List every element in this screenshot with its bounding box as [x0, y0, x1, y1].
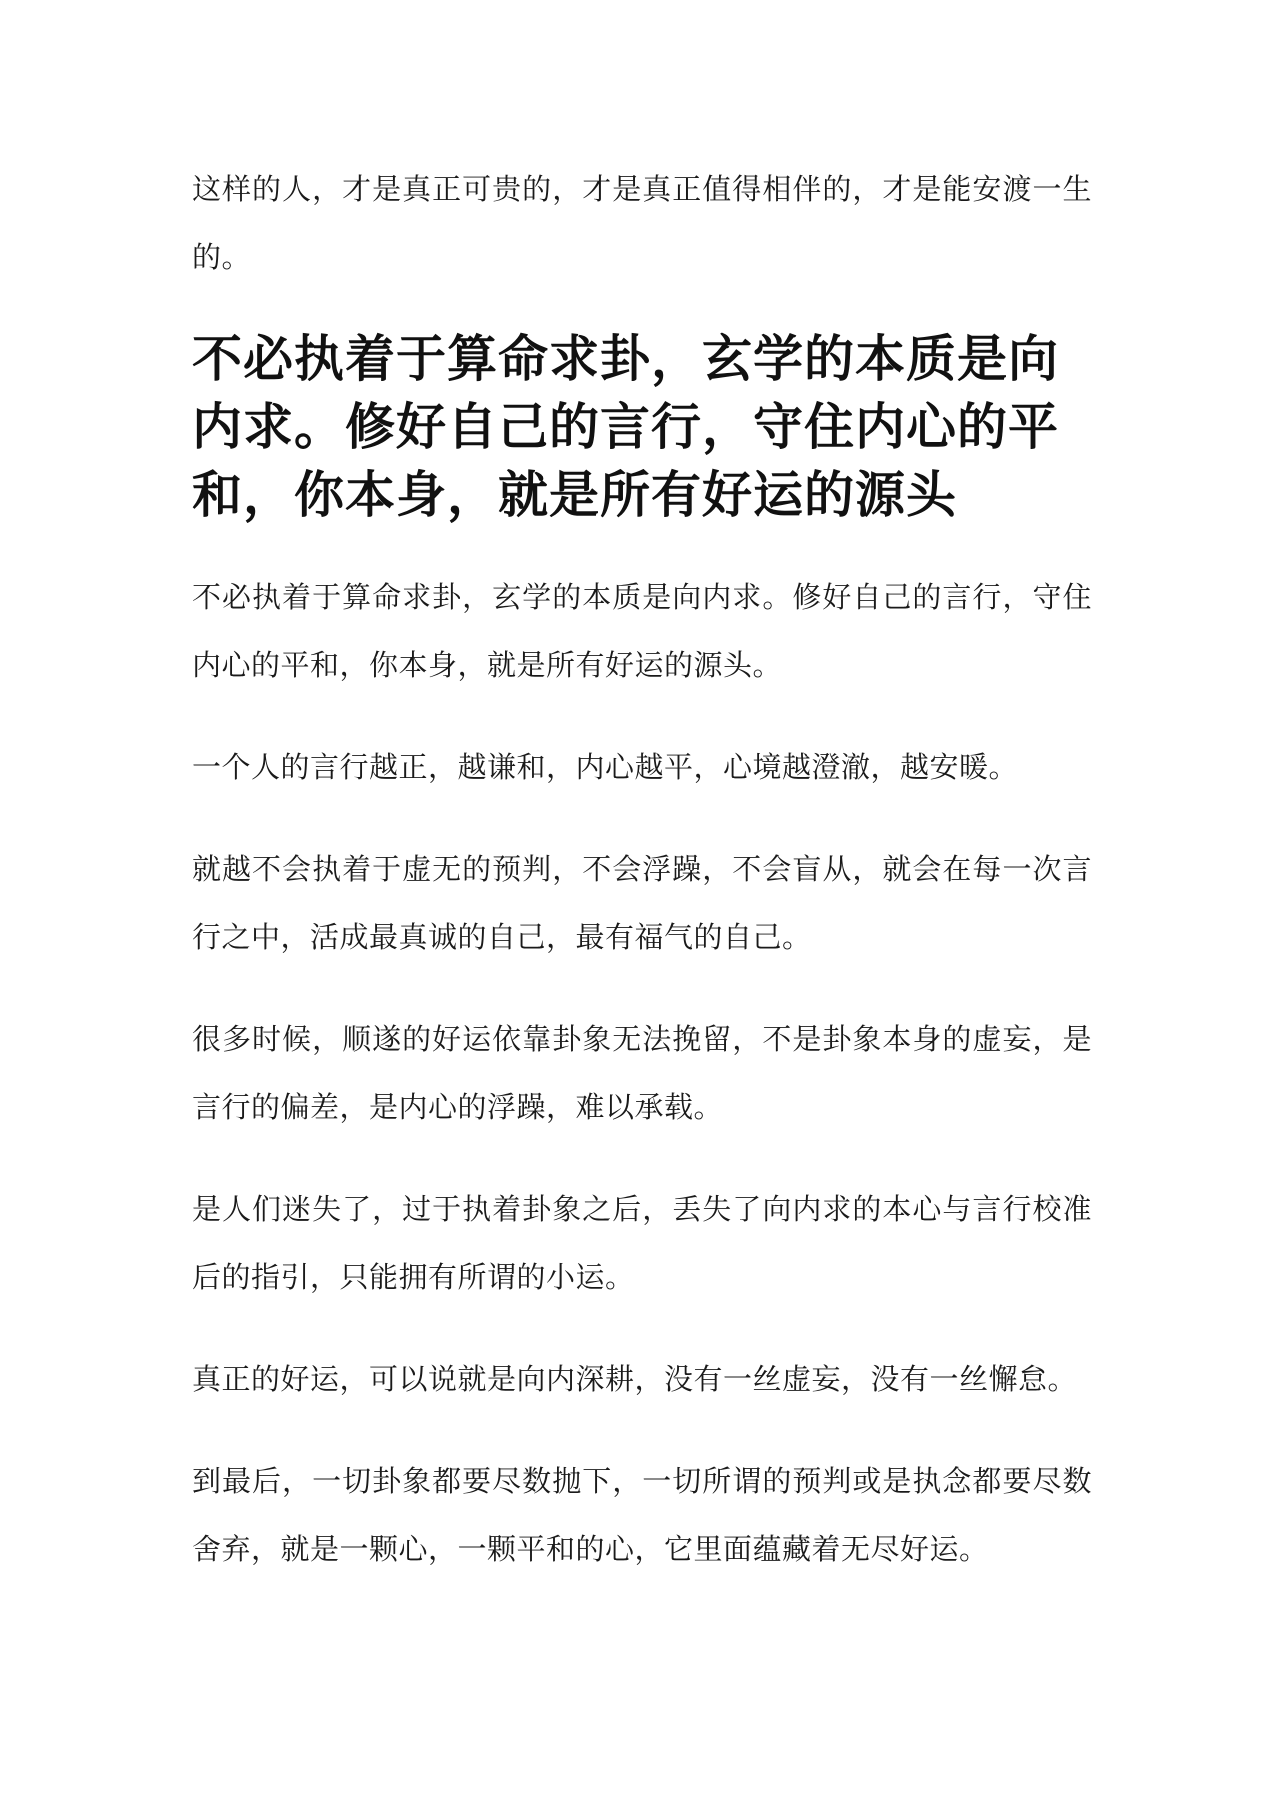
paragraph: 一个人的言行越正，越谦和，内心越平，心境越澄澈，越安暖。 [192, 750, 1019, 784]
intro-paragraph: 这样的人，才是真正可贵的，才是真正值得相伴的，才是能安渡一生的。 [192, 172, 1092, 274]
paragraph: 不必执着于算命求卦，玄学的本质是向内求。修好自己的言行，守住内心的平和，你本身，就是所有好运的源头。 [192, 580, 1092, 682]
paragraph: 真正的好运，可以说就是向内深耕，没有一丝虚妄，没有一丝懈怠。 [192, 1362, 1078, 1396]
document-page [192, 155, 1092, 1617]
paragraph: 是人们迷失了，过于执着卦象之后，丢失了向内求的本心与言行校准后的指引，只能拥有所谓的小运。 [192, 1192, 1092, 1294]
paragraph: 很多时候，顺遂的好运依靠卦象无法挽留，不是卦象本身的虚妄，是言行的偏差，是内心的浮躁，难以承载。 [192, 1022, 1092, 1124]
section-heading: 不必执着于算命求卦，玄学的本质是向内求。修好自己的言行，守住内心的平和，你本身，就是所有好运的源头 [192, 329, 1059, 524]
paragraph: 就越不会执着于虚无的预判，不会浮躁，不会盲从，就会在每一次言行之中，活成最真诚的自己，最有福气的自己。 [192, 852, 1092, 954]
paragraph: 到最后，一切卦象都要尽数抛下，一切所谓的预判或是执念都要尽数舍弃，就是一颗心，一颗平和的心，它里面蕴藏着无尽好运。 [192, 1464, 1092, 1566]
